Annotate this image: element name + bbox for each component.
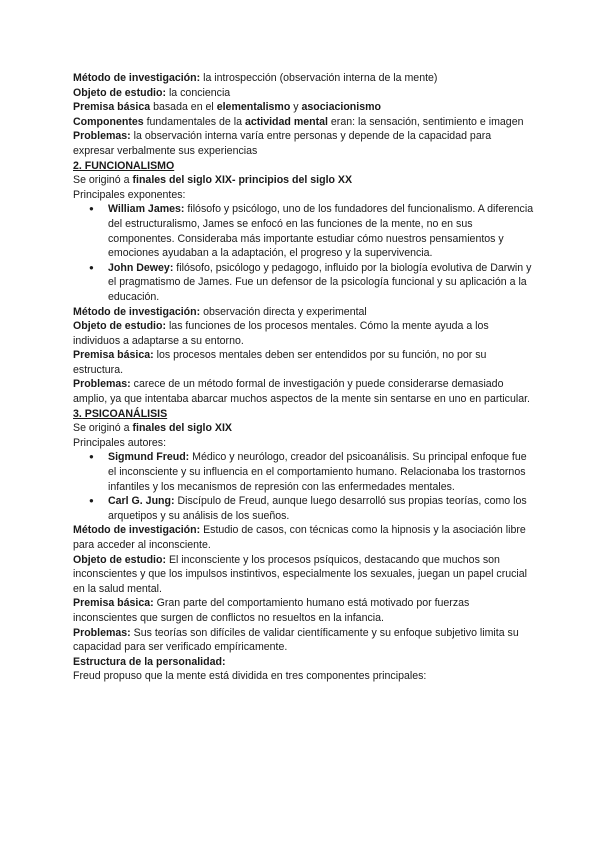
sec3-estructura-heading: Estructura de la personalidad: <box>73 655 226 668</box>
sec3-origin: Se originó a finales del siglo XIX <box>73 422 232 435</box>
sec3-authors-list <box>73 450 535 523</box>
sec2-objeto: Objeto de estudio: las funciones de los procesos mentales. Cómo la mente ayuda a los individuos a adaptarse a su entorno. <box>73 320 489 347</box>
sec3-problemas: Problemas: Sus teorías son difíciles de validar científicamente y su enfoque subjetivo limita su capacidad para ser verificado empíricamente. <box>73 626 519 654</box>
sec2-metodo: Método de investigación: observación directa y experimental <box>73 305 367 318</box>
sec1-metodo: Método de investigación: la introspección (observación interna de la mente) <box>73 72 438 84</box>
sec2-premisa: Premisa básica: los procesos mentales deben ser entendidos por su función, no por su estructura. <box>73 349 487 376</box>
list-item: ● William James: filósofo y psicólogo, uno de los fundadores del funcionalismo. A diferencia del estructuralismo, James se enfocó en las funciones de la mente, no en sus componentes. Consideraba más importante estudiar cómo nuestros pensamientos y emociones ayudaban a la adaptación, el progreso y la supervivencia. <box>73 202 535 260</box>
list-item: ● Carl G. Jung: Discípulo de Freud, aunque luego desarrolló sus propias teorías, como los arquetipos y su análisis de los sueños. <box>73 494 535 523</box>
sec3-authors-intro: Principales autores: <box>73 436 167 449</box>
list-item: ● John Dewey: filósofo, psicólogo y pedagogo, influido por la biología evolutiva de Darwin y el pragmatismo de James. Fue un defensor de la psicología funcional y su aplicación a la educación. <box>73 261 535 305</box>
sec1-componentes: Componentes fundamentales de la actividad mental eran: la sensación, sentimiento e imagen <box>73 115 524 128</box>
sec3-objeto: Objeto de estudio: El inconsciente y los procesos psíquicos, destacando que muchos son inconscientes y que los impulsos instintivos, especialmente los sexuales, juegan un papel crucial en la salud mental. <box>73 553 528 595</box>
section-heading-psicoanalisis: 3. PSICOANÁLISIS <box>73 407 168 420</box>
document-page <box>73 71 535 684</box>
sec2-exponents-intro: Principales exponentes: <box>73 188 186 201</box>
section-heading-funcionalismo: 2. FUNCIONALISMO <box>73 159 175 172</box>
sec2-exponents-list <box>73 202 535 304</box>
sec3-premisa: Premisa básica: Gran parte del comportamiento humano está motivado por fuerzas inconscientes que surgen de conflictos no resueltos en la infancia. <box>73 597 470 624</box>
sec1-problemas: Problemas: la observación interna varía entre personas y depende de la capacidad para expresar verbalmente sus experiencias <box>73 130 492 157</box>
sec1-objeto: Objeto de estudio: la conciencia <box>73 86 231 99</box>
sec3-metodo: Método de investigación: Estudio de casos, con técnicas como la hipnosis y la asociación libre para acceder al inconsciente. <box>73 524 526 551</box>
sec1-premisa: Premisa básica basada en el elementalismo y asociacionismo <box>73 101 381 114</box>
sec2-origin: Se originó a finales del siglo XIX- principios del siglo XX <box>73 174 353 187</box>
sec3-estructura-text: Freud propuso que la mente está dividida en tres componentes principales: <box>73 670 427 683</box>
list-item: ● Sigmund Freud: Médico y neurólogo, creador del psicoanálisis. Su principal enfoque fue el inconsciente y su influencia en el comportamiento humano. Relacionaba los trastornos infantiles y los mecanismos de represión con las enfermedades mentales. <box>73 450 535 494</box>
sec2-problemas: Problemas: carece de un método formal de investigación y puede considerarse demasiado amplio, ya que intentaba abarcar muchos aspectos de la mente sin sentarse en uno en particular. <box>73 378 530 406</box>
